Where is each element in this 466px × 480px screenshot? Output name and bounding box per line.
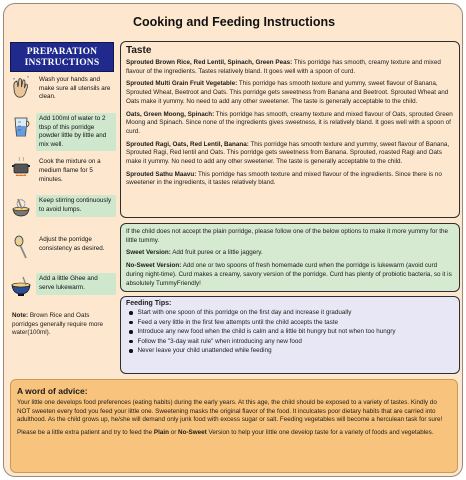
advice-text: Please be a little extra patient and try to feed the bbox=[17, 429, 154, 437]
taste-item bbox=[126, 171, 454, 188]
step-text: Cook the mixture on a medium flame for 5 minutes. bbox=[39, 158, 101, 183]
step-text: Wash your hands and make sure all utensils are clean. bbox=[39, 76, 111, 101]
tip-text: Start with one spoon of this porridge on the first day and increase it gradually bbox=[137, 309, 352, 316]
alternatives-intro: If the child does not accept the plain porridge, please follow one of the below options to make it more yummy for the little tummy. bbox=[126, 228, 449, 244]
taste-item bbox=[126, 111, 454, 137]
step-6 bbox=[10, 273, 116, 307]
alternatives-box bbox=[120, 223, 460, 292]
taste-item-name: Sprouted Sathu Maavu: bbox=[126, 170, 197, 178]
advice-text: Version to help your little one develop taste for a variety of foods and vegetables. bbox=[206, 429, 434, 437]
preparation-note bbox=[12, 312, 116, 338]
tip-text: Follow the "3-day wait rule" when introducing any new food bbox=[137, 337, 302, 345]
taste-item bbox=[126, 141, 454, 167]
preparation-steps bbox=[10, 74, 116, 312]
bullet-icon bbox=[129, 340, 133, 344]
taste-item-name: Sprouted Ragi, Oats, Red Lentil, Banana: bbox=[126, 140, 249, 148]
measuring-cup-icon bbox=[10, 113, 32, 139]
preparation-heading bbox=[10, 42, 114, 72]
list-item bbox=[126, 319, 454, 327]
tip-text: Feed a very little in the first few attempts until the child accepts the taste bbox=[137, 318, 339, 326]
taste-item-name: Oats, Green Moong, Spinach: bbox=[126, 110, 215, 118]
step-2 bbox=[10, 113, 116, 151]
nosweet-label: No-Sweet bbox=[178, 429, 207, 437]
stirring-pan-icon bbox=[10, 195, 32, 221]
preparation-heading-line2: INSTRUCTIONS bbox=[24, 58, 100, 68]
bullet-icon bbox=[129, 321, 133, 325]
instructions-card bbox=[3, 3, 463, 477]
taste-item-desc: This porridge has smooth, creamy texture and mixed flavour of the ingredients. Tastes relatively bland. It goes well with a spoon of curd. bbox=[126, 59, 441, 75]
step-5 bbox=[10, 234, 116, 268]
spoon-icon bbox=[10, 234, 32, 260]
taste-item-desc: This porridge has smooth texture and yummy, sweet flavour of Banana, Sprouted Ragi, Red lentil and Oats. This porridge gets sweetness from Banana. Sprouted, roasted Ragi and Oats make it yummy. No need to add any other sweetener. The taste is generally acceptable to the child. bbox=[126, 140, 450, 166]
taste-item bbox=[126, 59, 454, 76]
note-text: Brown Rice and Oats porridges generally require more water(100ml). bbox=[12, 312, 104, 337]
step-text: Add a little Ghee and serve lukewarm. bbox=[36, 273, 116, 294]
feeding-tips-list bbox=[126, 309, 454, 355]
nosweet-version bbox=[126, 262, 454, 288]
advice-text: or bbox=[168, 429, 179, 437]
taste-item-desc: This porridge has smooth texture and yummy, sweet flavour of Banana, Sprouted Wheat, Beetroot and Oats. This porridge gets sweetness from Banana and Beetroot. Sprouted Wheat and Oats make it yummy. No need to add any other sweetener. The taste is generally acceptable to the child. bbox=[126, 80, 449, 105]
preparation-heading-line1: PREPARATION bbox=[26, 47, 98, 57]
note-label: Note: bbox=[12, 312, 29, 319]
nosweet-version-label: No-Sweet Version: bbox=[126, 262, 182, 270]
advice-box bbox=[10, 379, 458, 473]
step-3 bbox=[10, 156, 116, 190]
list-item bbox=[126, 328, 454, 336]
taste-item bbox=[126, 80, 454, 106]
taste-heading: Taste bbox=[126, 45, 152, 56]
tip-text: Never leave your child unattended while feeding bbox=[137, 347, 272, 354]
feeding-tips-heading: Feeding Tips: bbox=[126, 300, 172, 307]
list-item bbox=[126, 309, 454, 317]
stove-pot-icon bbox=[10, 156, 32, 182]
taste-box bbox=[120, 41, 460, 218]
list-item bbox=[126, 338, 454, 346]
page-title: Cooking and Feeding Instructions bbox=[132, 15, 336, 29]
step-text: Add 100ml of water to 2 tbsp of this porridge powder little by little and mix well. bbox=[36, 113, 116, 151]
step-4 bbox=[10, 195, 116, 229]
bullet-icon bbox=[129, 349, 133, 353]
bullet-icon bbox=[129, 330, 133, 334]
advice-paragraph-1: Your little one develops food preferences (eating habits) during the early years. At this age, the child should be exposed to a variety of tastes. Kindly do NOT sweeten every food you feed your little one. Sweetening masks the original flavor of the food. It inculcates poor dietary habits that are carried into adulthood. As the child grows up, he/she will demand only junk food with excess sugar or salt. Feeding vegetables will become a herculean task for sure! bbox=[17, 399, 443, 424]
advice-heading: A word of advice: bbox=[17, 386, 88, 396]
sweet-version-text: Add fruit puree or a little jaggery. bbox=[170, 249, 263, 257]
ghee-bowl-icon bbox=[10, 273, 32, 299]
list-item bbox=[126, 347, 454, 355]
plain-label: Plain bbox=[153, 429, 169, 437]
bullet-icon bbox=[129, 311, 133, 315]
feeding-tips-box bbox=[120, 296, 460, 374]
taste-item-name: Sprouted Brown Rice, Red Lentil, Spinach, Green Peas: bbox=[126, 59, 293, 66]
step-1 bbox=[10, 74, 116, 108]
step-text: Keep stirring continuously to avoid lumps. bbox=[36, 195, 116, 216]
sweet-version bbox=[126, 249, 454, 258]
taste-item-desc: This porridge has smooth, creamy texture and mixed flavour of Oats, sprouted Green Moong and Spinach. Since none of the ingredients gives sweetness, it is relatively bland. It goes well with a spoon of curd. bbox=[126, 110, 453, 135]
hand-wash-icon bbox=[10, 74, 32, 100]
taste-item-name: Sprouted Multi Grain Fruit Vegetable: bbox=[126, 80, 238, 88]
sweet-version-label: Sweet Version: bbox=[126, 249, 171, 257]
nosweet-version-text: Add one or two spoons of fresh homemade curd when the porridge is lukewarm (avoid curd during night-time). Curd makes a creamy, savory version of the porridge. Curd has plenty of probiotic bacteria, so it is absolutely TummyFriendly! bbox=[126, 262, 452, 287]
taste-item-desc: This porridge has smooth texture and mixed flavour of the ingredients. Since there is no sweetener in the ingredients, it tastes relatively bland. bbox=[126, 170, 442, 187]
advice-paragraph-2 bbox=[17, 429, 451, 438]
tip-text: Introduce any new food when the child is calm and a little bit hungry but not when too hungry bbox=[137, 328, 396, 335]
step-text: Adjust the porridge consistency as desired. bbox=[39, 236, 105, 252]
